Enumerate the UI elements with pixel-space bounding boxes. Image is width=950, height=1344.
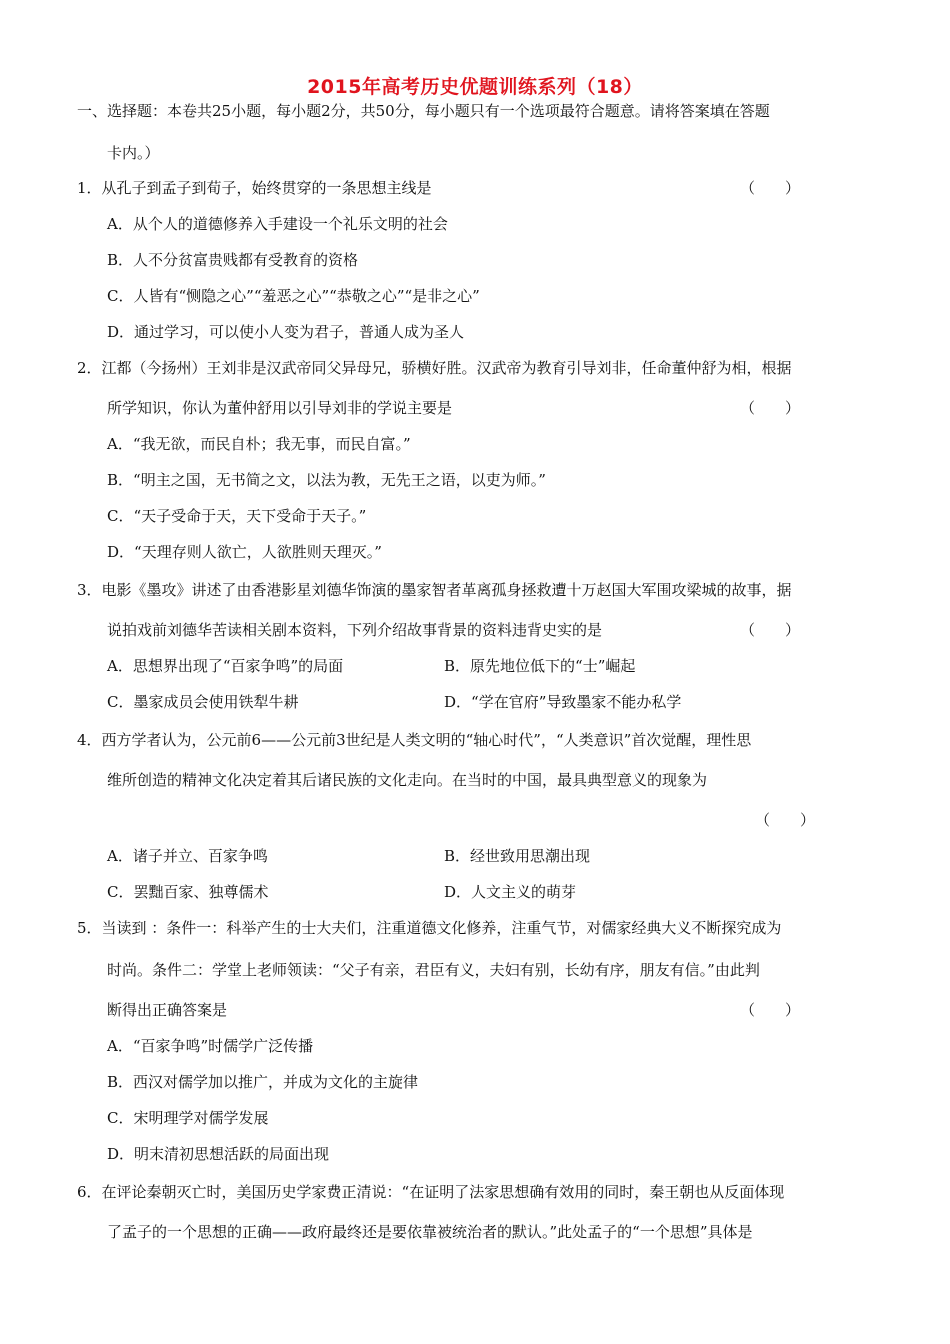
question-3-option-c: C．墨家成员会使用铁犁牛耕 xyxy=(107,693,299,711)
page-title: 2015年高考历史优题训练系列（18） xyxy=(307,76,643,98)
question-2-option-d: D．“天理存则人欲亡，人欲胜则天理灭。” xyxy=(107,543,382,561)
question-3-stem: 3．电影《墨攻》讲述了由香港影星刘德华饰演的墨家智者革离孤身拯救遭十万赵国大军围攻梁城的故事，据 xyxy=(77,581,792,599)
question-4-option-d: D．人文主义的萌芽 xyxy=(444,883,577,901)
question-3-stem-cont: 说拍戏前刘德华苦读相关剧本资料，下列介绍故事背景的资料违背史实的是 xyxy=(107,621,603,639)
answer-bracket-3: （ ） xyxy=(740,621,801,639)
answer-bracket-2: （ ） xyxy=(740,399,801,417)
question-1-option-c: C．人皆有“恻隐之心”“羞恶之心”“恭敬之心”“是非之心” xyxy=(107,287,480,305)
question-3-option-d: D．“学在官府”导致墨家不能办私学 xyxy=(444,693,682,711)
question-5-option-b: B．西汉对儒学加以推广，并成为文化的主旋律 xyxy=(107,1073,419,1091)
question-5-option-c: C．宋明理学对儒学发展 xyxy=(107,1109,269,1127)
answer-bracket-4: （ ） xyxy=(755,811,816,829)
question-1-option-a: A．从个人的道德修养入手建设一个礼乐文明的社会 xyxy=(107,215,448,233)
question-4-stem-cont: 维所创造的精神文化决定着其后诸民族的文化走向。在当时的中国，最具典型意义的现象为 xyxy=(107,771,708,789)
section-heading-cont: 卡内。） xyxy=(107,144,160,162)
question-4-stem: 4．西方学者认为，公元前6——公元前3世纪是人类文明的“轴心时代”，“人类意识”首次觉醒，理性思 xyxy=(77,731,752,749)
question-5-stem: 5．当读到 ：条件一：科举产生的士大夫们，注重道德文化修养，注重气节，对儒家经典大义不断探究成为 xyxy=(77,919,782,937)
question-4-option-a: A．诸子并立、百家争鸣 xyxy=(107,847,268,865)
answer-bracket-1: （ ） xyxy=(740,179,801,197)
question-5-stem-cont-2: 断得出正确答案是 xyxy=(107,1001,228,1019)
question-3-option-a: A．思想界出现了“百家争鸣”的局面 xyxy=(107,657,344,675)
question-5-stem-cont-1: 时尚。条件二：学堂上老师领读：“父子有亲，君臣有义，夫妇有别，长幼有序，朋友有信。”由此判 xyxy=(107,961,760,979)
question-1-stem: 1．从孔子到孟子到荀子，始终贯穿的一条思想主线是 xyxy=(77,179,432,197)
question-2-stem: 2．江都（今扬州）王刘非是汉武帝同父异母兄，骄横好胜。汉武帝为教育引导刘非，任命董仲舒为相，根据 xyxy=(77,359,792,377)
question-6-stem-cont: 了孟子的一个思想的正确——政府最终还是要依靠被统治者的默认。”此处孟子的“一个思想”具体是 xyxy=(107,1223,753,1241)
question-4-option-b: B．经世致用思潮出现 xyxy=(444,847,591,865)
question-5-option-a: A．“百家争鸣”时儒学广泛传播 xyxy=(107,1037,314,1055)
question-1-option-d: D．通过学习，可以使小人变为君子，普通人成为圣人 xyxy=(107,323,465,341)
question-2-stem-cont: 所学知识，你认为董仲舒用以引导刘非的学说主要是 xyxy=(107,399,453,417)
question-4-option-c: C．罢黜百家、独尊儒术 xyxy=(107,883,269,901)
question-1-option-b: B．人不分贫富贵贱都有受教育的资格 xyxy=(107,251,359,269)
question-2-option-a: A．“我无欲，而民自朴；我无事，而民自富。” xyxy=(107,435,411,453)
question-2-option-c: C．“天子受命于天，天下受命于天子。” xyxy=(107,507,367,525)
question-3-option-b: B．原先地位低下的“士”崛起 xyxy=(444,657,636,675)
section-heading: 一、选择题：本卷共25小题，每小题2分，共50分，每小题只有一个选项最符合题意。请将答案填在答题 xyxy=(77,102,770,120)
question-6-stem: 6．在评论秦朝灭亡时，美国历史学家费正清说：“在证明了法家思想确有效用的同时，秦王朝也从反面体现 xyxy=(77,1183,785,1201)
question-5-option-d: D．明末清初思想活跃的局面出现 xyxy=(107,1145,330,1163)
question-2-option-b: B．“明主之国，无书简之文，以法为教，无先王之语，以吏为师。” xyxy=(107,471,546,489)
answer-bracket-5: （ ） xyxy=(740,1001,801,1019)
